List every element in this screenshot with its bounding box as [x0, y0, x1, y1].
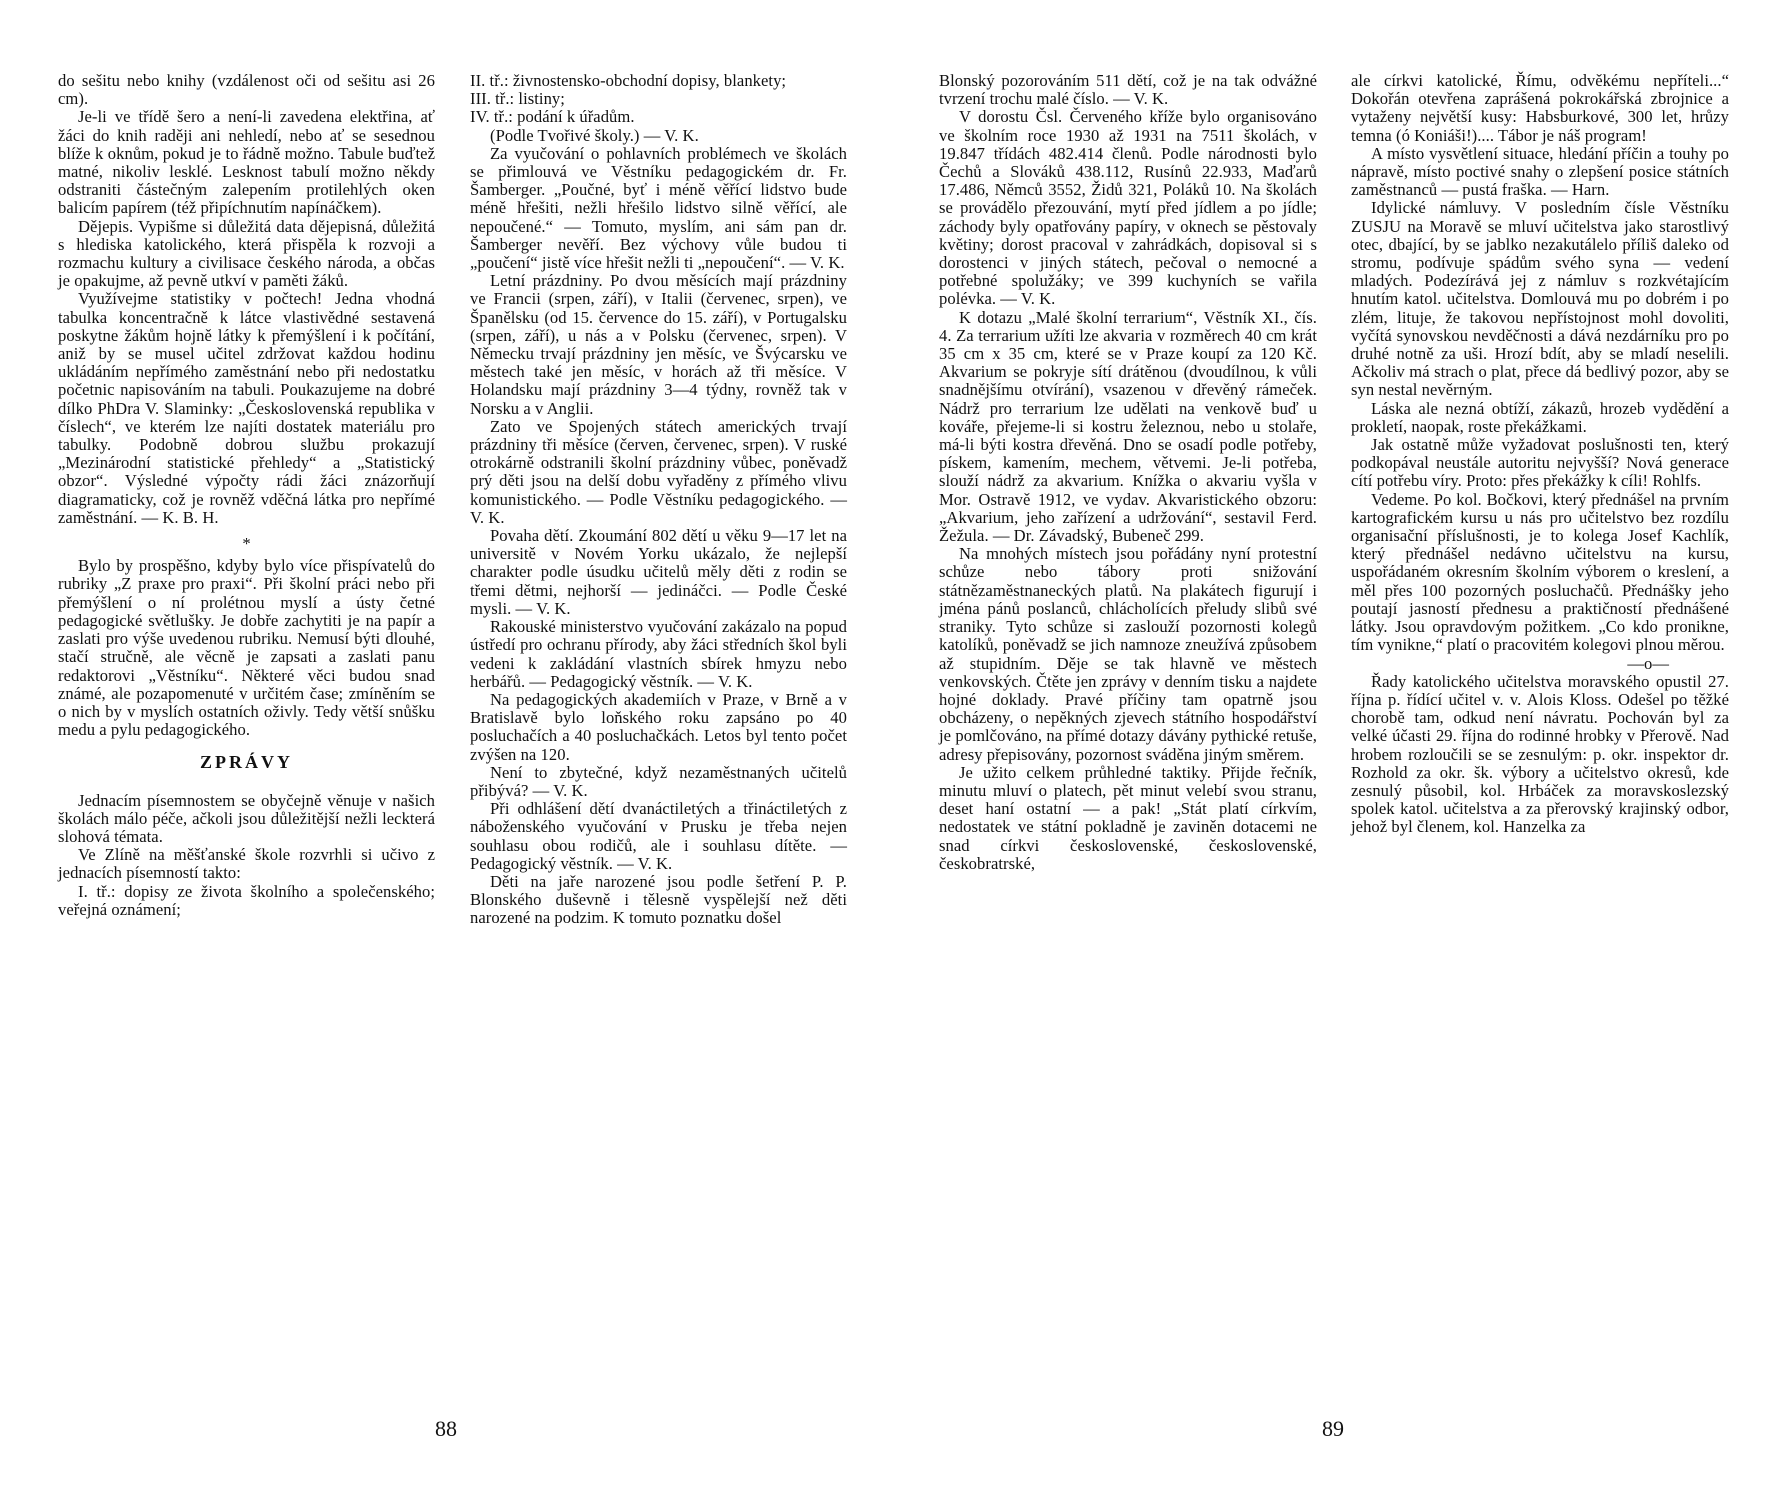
paragraph-protestni-schuze: Na mnohých místech jsou pořádány nyní protestní schůze nebo tábory proti snižování státnězaměstnaneckých platů. Na plakátech figurují i jména pánů poslanců, chlácholících přeludy slibů své straniky. Tyto schůze si zaslouží pozornosti kolegů katolíků, poněvadž se jich namnoze zneužívá způsobem až stupidním. Děje se tak hlavně ve městech venkovských. Čtěte jen zprávy v denním tisku a najdete hojné doklady. Pravé příčiny tam opatrně jsou obcházeny, o nepěkných zjevech státního hospodářství je pomlčováno, na přímé dotazy dávány pythické retuše, adresy přepisovány, pozornost sváděna jiným směrem. — [939, 544, 1317, 764]
paragraph: Je-li ve třídě šero a není-li zavedena elektřina, ať žáci do knih raději ani nehledí, nebo ať se sesednou blíže k oknům, pokud je to řádně možno. Tabule buďtež matné, nikoliv lesklé. Lesknost tabulí možno někdy odstraniti částečným zalepením protilehlých oken balicím papírem (též připíchnutím napínáčkem). — [58, 107, 435, 218]
page-number: 88 — [435, 1416, 457, 1441]
paragraph-vedeme: Vedeme. Po kol. Bočkovi, který přednášel na prvním kartografickém kursu u nás pro učitelstvo bez rozdílu organisační příslušnosti, je to kolega Josef Kachlík, který přednášel nedávno učitelstvu na kursu, uspořádaném okresním školním výborem o kreslení, a měl přes 100 pozorných posluchačů. Přednášky jeho poutají jasností přednesu a praktičností přednášené látky. Jsou opravdovým požitkem. „Co kdo pronikne, tím vynikne,“ platí o pracovitém kolegovi plnou měrou. — [1351, 489, 1729, 655]
paragraph: (Podle Tvořivé školy.) — V. K. — [490, 125, 699, 145]
section-heading-zpravy: ZPRÁVY — [200, 752, 293, 773]
paragraph-terrarium: K dotazu „Malé školní terrarium“, Věstník XI., čís. 4. Za terrarium užíti lze akvaria v rozměrech 40 cm krát 35 cm x 35 cm, které se v Praze koupí za 120 Kč. Akvarium se pokryje sítí drátěnou (dvoudílnou, k vůli snadnějšímu otvírání), vsazenou v dřevěný rámeček. Nádrž pro terrarium lze udělati na venkově buď u kováře, přejeme-li si kostru železnou, nebo u stolaře, má-li býti kostra dřevěná. Dno se osadí podle potřeby, pískem, kamením, mechem, větvemi. Je-li potřeba, slouží nádrž za akvarium. Knížka o akvariu vyšla v Mor. Ostravě 1912, ve vydav. Akvaristického obzoru: „Akvarium, jeho zařízení a udržování“, sestavil Ferd. Žežula. — Dr. Závadský, Bubeneč 299. — [939, 307, 1317, 546]
page-88-column-1 — [58, 72, 435, 919]
paragraph-idylicke-namluvy: Idylické námluvy. V posledním čísle Věstníku ZUSJU na Moravě se mluví učitelstva jako starostlivý otec, dbající, by se jablko nezakutálelo příliš daleko od stromu, podívuje spádům svého syna — vedení mladých. Podezírává jej z námluv s rozkvétajícím hnutím katol. učitelstva. Domlouvá mu po dobrém i po zlém, lituje, že takovou nepřístojnost mohl dovoliti, vyčítá synovskou nevděčnosti a dává nezdárníku pro po druhé notně za uši. Hrozí bdít, aby se mladí neselili. Ačkoliv má strach o plat, přece dá bedlivý pozor, aby se syn nestal nevěrným. — [1351, 198, 1729, 400]
paragraph: IV. tř.: podání k úřadům. — [470, 107, 635, 127]
paragraph: A místo vysvětlení situace, hledání příčin a touhy po nápravě, místo poctivé snahy o zlepšení posice státních zaměstnanců — pustá fraška. — Harn. — [1351, 143, 1729, 200]
paragraph: ale církvi katolické, Římu, odvěkému nepříteli...“ Dokořán otevřena zaprášená pokrokářská zbrojnice a vytaženy největší kusy: Habsburkové, 300 let, hrůzy temna (ó Koniáši!).... Tábor je náš program! — [1351, 71, 1729, 145]
paragraph: Bylo by prospěšno, kdyby bylo více přispívatelů do rubriky „Z praxe pro praxi“. Při školní práci nebo při přemýšlení o ní prolétnou myslí a ústy četné pedagogické světlušky. Je dobře zachytiti je na papír a zaslati pro výše uvedenou rubriku. Nemusí býti dlouhé, stačí stručně, ale věcně je zapsati a zaslati panu redaktorovi „Věstníku“. Některé věci budou snad známé, ale pozapomenuté v určitém čase; zmíněním se o nich by v myslích ostatních oživly. Tedy větší snůšku medu a pylu pedagogického. — [58, 556, 435, 740]
paragraph-odhlaseni-deti: Při odhlášení dětí dvanáctiletých a třináctiletých z náboženského vyučování v Prusku je třeba nejen souhlasu obou rodičů, ale i souhlasu dítěte. — Pedagogický věstník. — V. K. — [470, 799, 847, 873]
paragraph: Jak ostatně může vyžadovat poslušnosti ten, který podkopával neustále autoritu nejvyšší? Nová generace cítí potřebu víry. Proto: přes překážky k cíli! Rohlfs. — [1351, 435, 1729, 491]
paragraph: II. tř.: živnostensko-obchodní dopisy, blankety; — [470, 71, 787, 90]
asterisk-separator: * — [242, 534, 251, 554]
paragraph: Láska ale nezná obtíží, zákazů, hrozeb vydědění a prokletí, naopak, roste překážkami. — [1351, 398, 1729, 436]
page-89-column-2 — [1351, 72, 1729, 837]
paragraph-deti-na-jare: Děti na jaře narozené jsou podle šetření P. P. Blonského duševně i tělesně vyspělejší než děti narozené na podzim. K tomuto poznatku došel — [470, 871, 847, 928]
paragraph-cerveny-kriz: V dorostu Čsl. Červeného kříže bylo organisováno ve školním roce 1930 až 1931 na 7511 školách, v 19.847 třídách 482.414 členů. Podle národnosti bylo Čechů a Slováků 438.112, Rusínů 22.933, Maďarů 17.486, Němců 3552, Židů 321, Poláků 10. Na školách se provádělo přezouvání, mytí před jídlem a po jídle; záchody byly opatřovány papíry, v oknech se pěstovaly květiny; dorost pracoval v zahrádkách, dopisoval si s dorostenci v jiných státech, pečoval o nemocné a potřebné spolužáky; ve 399 kuchyních se vařila polévka. — V. K. — [939, 107, 1317, 309]
paragraph: do sešitu nebo knihy (vzdálenost oči od sešitu asi 26 cm). — [58, 71, 435, 109]
page-89-column-1 — [939, 72, 1317, 873]
paragraph: III. tř.: listiny; — [470, 89, 565, 109]
paragraph-pedagogicke-akademie: Na pedagogických akademiích v Praze, v Brně a v Bratislavě bylo loňského roku zapsáno po 40 posluchačích a 40 posluchačkách. Letos byl tento počet zvýšen na 120. — [470, 689, 847, 764]
paragraph-dejepis: Dějepis. Vypišme si důležitá data dějepisná, důležitá s hlediska katolického, která přispěla k rozvoji a rozmachu kultury a civilisace českého národa, a občas je opakujme, až pevně utkví v paměti žáků. — [58, 216, 435, 291]
paragraph-rady-ucitelstva: Řady katolického učitelstva moravského opustil 27. října p. řídící učitel v. v. Alois Kloss. Odešel po těžké chorobě tam, odkud není návratu. Pochován byl za velké účasti 29. října do rodinné hrobky v Přerově. Nad hrobem rozloučili se se zesnulým: p. okr. inspektor dr. Rozhold za okr. šk. výbory a učitelstvo okresů, kde zesnulý působil, kol. Hrbáček za moravskoslezský spolek katol. učitelstva a za přerovský krajinský odbor, jehož byl členem, kol. Hanzelka za — [1351, 671, 1729, 837]
paragraph: Není to zbytečné, když nezaměstnaných učitelů přibývá? — V. K. — [470, 762, 847, 800]
paragraph: Ve Zlíně na měšťanské škole rozvrhli si učivo z jednacích písemností takto: — [58, 845, 435, 883]
page-88-column-2 — [470, 72, 847, 928]
paragraph-statistiky: Využívejme statistiky v počtech! Jednа vhodná tabulka koncentračně k látce vlastivědné sestavená poskytne žákům hojně látky k přemýšlení i k počítání, aniž by se musel učitel zdržovat každou hodinu ukládáním nepřímého zaměstnání nebo při nedostatku početnic napisováním na tabuli. Poukazujeme na dobré dílko PhDra V. Slaminky: „Československá republika v číslech“, ve kterém lze najíti dostatek materiálu pro tabulky. Podobně dobrou službu prokazují „Mezinárodní statistické přehledy“ a „Statistický obzor“. Výsledné výpočty rádi žáci znázorňují diagramaticky, což je rovněž vděčná látka pro nepřímé zaměstnání. — K. B. H. — [58, 289, 435, 527]
page-number: 89 — [1322, 1416, 1344, 1441]
paragraph-jednaci-pisemnosti: Jednacím písemnostem se obyčejně věnuje v našich školách málo péče, ačkoli jsou důležitější nežli leckterá slohová témata. — [58, 790, 435, 846]
separator-mark: —o— — [1627, 653, 1669, 673]
paragraph: Je užito celkem průhledné taktiky. Přijde řečník, minutu mluví o platech, pět minut velebí svou stranu, deset haní ostatní — a pak! „Stát platí církvím, nedostatek ve státní pokladně je zaviněn dotacemi ne snad církvi československé, československé, českobratrské, — [939, 762, 1317, 873]
paragraph: Blonský pozorováním 511 dětí, což je na tak odvážné tvrzení trochu malé číslo. — V. K. — [939, 71, 1317, 109]
paragraph-povaha-deti: Povaha dětí. Zkoumání 802 dětí u věku 9—17 let na universitě v Novém Yorku ukázalo, že nejlepší charakter podle úsudku učitelů měly děti z rodin se třemi dětmi, nejhorší — jedináčci. — Podle České mysli. — V. K. — [470, 526, 847, 618]
paragraph-pohlavni-problemy: Za vyučování o pohlavních problémech ve školách se přimlouvá ve Věstníku pedagogickém dr. Fr. Šamberger. „Poučné, byť i méně věřící lidstvo bude méně hřešiti, nežli hřešilo lidstvo silně věřící, ale nepoučené.“ — Tomuto, myslím, ani sám pan dr. Šamberger nevěří. Bez výchovy vůle budou ti „poučení“ jistě více hřešit nežli ti „nepoučení“. — V. K. — [470, 143, 847, 273]
paragraph: I. tř.: dopisy ze života školního a společenského; veřejná oznámení; — [58, 881, 435, 919]
paragraph-letni-prazdniny: Letní prázdniny. Po dvou měsících mají prázdniny ve Francii (srpen, září), v Italii (červenec, srpen), ve Španělsku (od 15. července do 15. září), v Portugalsku (srpen, září), u nás a v Polsku (červenec, srpen). V Německu trvají prázdniny jen měsíc, ve Švýcarsku ve městech také jen měsíc, v horách až tři měsíce. V Holandsku mají prázdniny 3—4 týdny, rovněž tak v Norsku a v Anglii. — [470, 271, 847, 418]
paragraph: Zato ve Spojených státech amerických trvají prázdniny tři měsíce (červen, červenec, srpen). V ruské otrokárně odstranili školní prázdniny vůbec, poněvadž prý děti jsou na delší dobu vyřaděny z přímého vlivu komunistického. — Podle Věstníku pedagogického. — V. K. — [470, 416, 847, 527]
paragraph-rakouske-ministerstvo: Rakouské ministerstvo vyučování zakázalo na popud ústředí pro ochranu přírody, aby žáci středních škol byli vedeni k zakládání vlastních sbírek hmyzu nebo herbářů. — Pedagogický věstník. — V. K. — [470, 617, 847, 691]
page-89 — [889, 0, 1778, 1500]
